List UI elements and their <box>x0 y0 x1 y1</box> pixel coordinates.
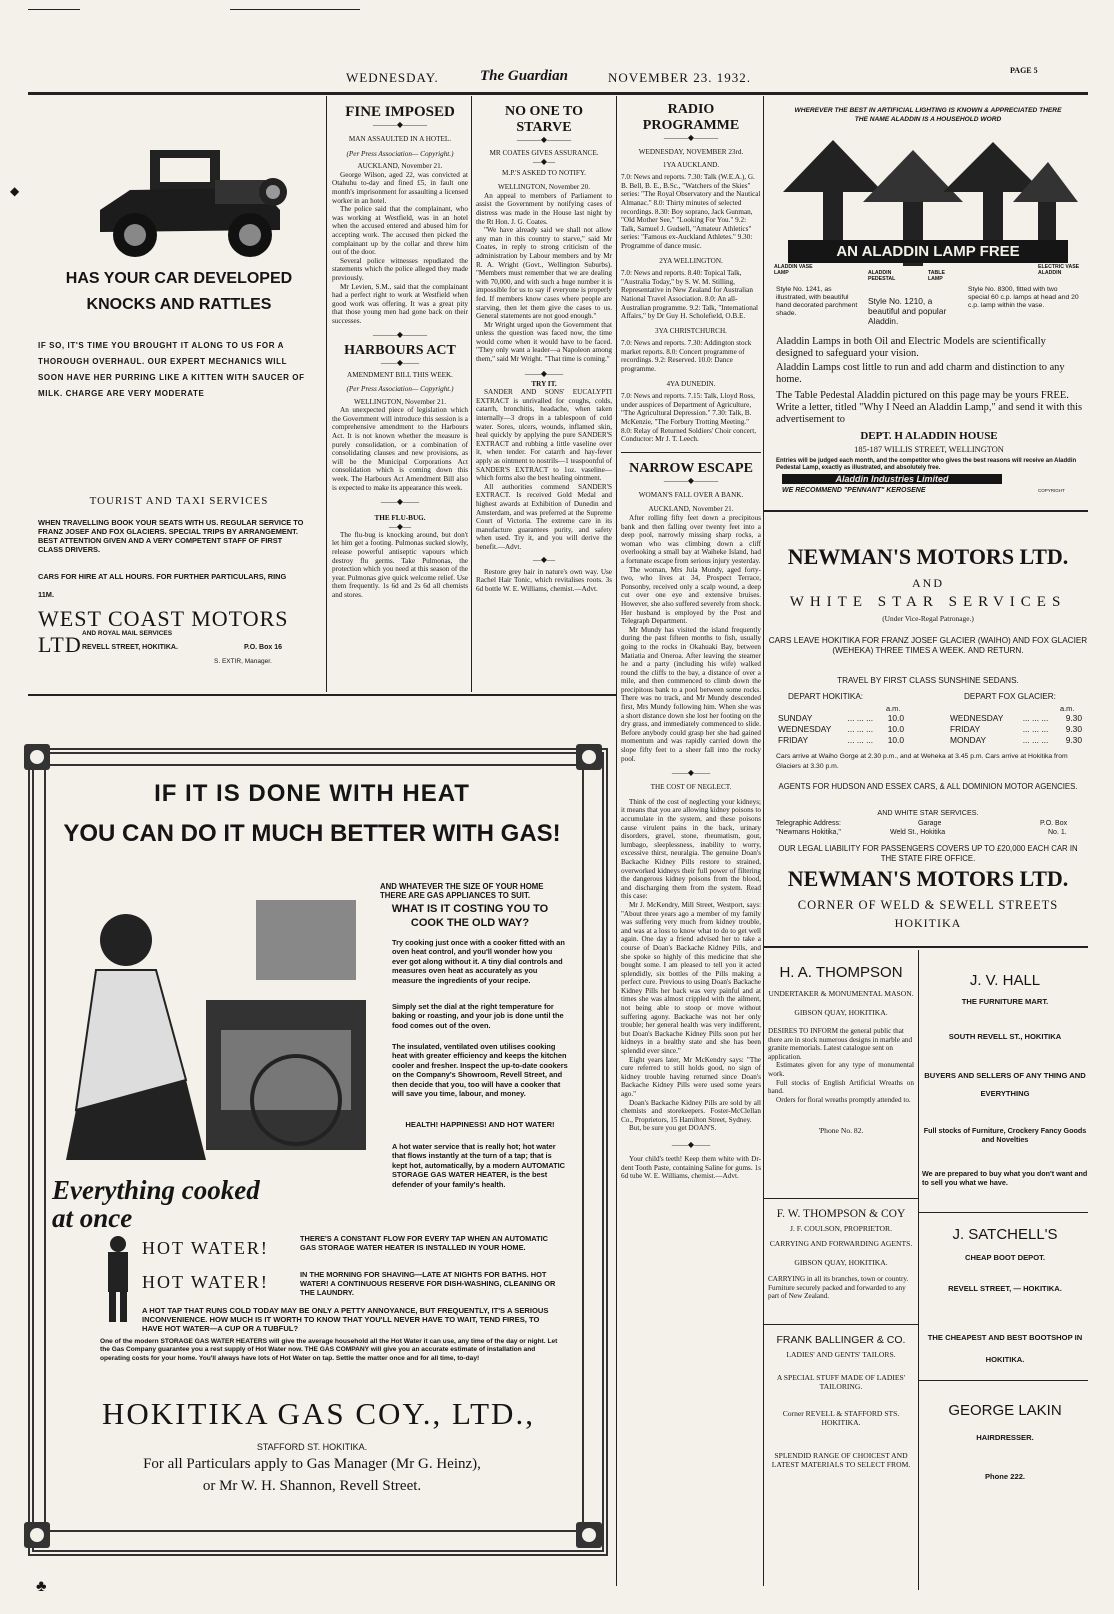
newman-am-right: a.m. <box>1060 704 1075 713</box>
flubug-p1: The flu-bug is knocking around, but don't let him get a footing. Pulmonas sucked slowly, release powerful antiseptic vapours which destroy flu germs. Take Pulmonas, the protection which you need at this season of the year. Pulmonas give quick welcome relief. Use them frequently. 1s 6d and 2s 6d all chemists and stores. <box>332 530 468 599</box>
schedule-row <box>948 713 1084 724</box>
top-center-rule <box>230 9 360 10</box>
ornament-corner-icon <box>576 744 602 770</box>
fine-title: FINE IMPOSED <box>345 104 455 120</box>
neglect-p2: Mr J. McKendry, Mill Street, Westport, says: "About three years ago a member of my family was suffering very much from kidney trouble, and was at a loss to know what to do to get well again. One day a friend advised her to take a course of Doan's Backache Kidney Pills, and she spoke so highly of this medicine that she bought some. I am pleased to tell you it acted splendidly, six bottles of the Pills making a perfect cure. Previous to using Doan's Backache Kidney Pills her back was very painful and at times she was almost crippled with the ailment, not being able to stoop or move without suffering agony. Backache was not her only trouble; her general health was very indifferent, but Doan's Backache Kidney Pills soon put her kidneys in a healthy state and she has been splendid ever since." <box>621 900 761 1056</box>
gas-script: Everything cooked at once <box>52 1175 260 1233</box>
aladdin-dept: DEPT. H ALADDIN HOUSE <box>860 430 998 442</box>
schedule-time: 9.30 <box>1065 735 1082 745</box>
schedule-row <box>948 735 1084 746</box>
hat-phone: 'Phone No. 82. <box>818 1126 864 1136</box>
separator: ——◆—— <box>524 368 564 378</box>
left-edge-mark: ◆ <box>10 184 20 198</box>
newman-tel: "Newmans Hokitika," <box>776 829 841 836</box>
ad-car-headline2: KNOCKS AND RATTLES <box>86 296 272 313</box>
newman-liability: OUR LEGAL LIABILITY FOR PASSENGERS COVERS UP TO £20,000 EACH CAR IN THE STATE FIRE OFFICE. <box>778 844 1078 863</box>
ad-car-manager: S. EXTIR, Manager. <box>214 658 272 665</box>
aladdin-style1: Style No. 1241, as illustrated, with beautiful hand decorated parchment shade. <box>776 286 858 317</box>
newman-patronage: (Under Vice-Regal Patronage.) <box>882 614 974 623</box>
jvh-title: J. V. HALL <box>969 972 1041 989</box>
col-rule <box>471 96 472 692</box>
separator: ———◆——— <box>372 120 428 129</box>
aladdin-lamp3-label: TABLE LAMP <box>928 270 945 282</box>
escape-p3: Mr Mundy has visited the island frequently during the past fifteen months to fish, usually going to the rocks in Okahuaki Bay, between Matiatia and Oneroa. After leaving the steamer he and a party (including his wife) walked round the cliffs to the bay, a distance of over a mile, and then commenced to climb down the precipitous bank to a pool between some rocks. There was no track, and Mr Mundy descended first, Mrs Mundy following him. When she was a short distance down she lost her footing on the dry grass, and immediately commenced to slide. Before anybody could grasp her she had gained momentum and was rapidly carried down the slope fifty feet to a sheer fall into the rocky pool. <box>621 625 761 763</box>
schedule-dots: ... ... ... <box>1022 724 1049 734</box>
gas-street: STAFFORD ST. HOKITIKA. <box>256 1442 368 1452</box>
schedule-time: 9.30 <box>1065 724 1082 734</box>
fb-l2: Corner REVELL & STAFFORD STS. HOKITIKA. <box>782 1409 900 1427</box>
newman-p2: TRAVEL BY FIRST CLASS SUNSHINE SEDANS. <box>837 676 1019 685</box>
harbours-dateline: WELLINGTON, November 21. <box>353 397 447 406</box>
newman-garage: Weld St., Hokitika <box>890 829 946 836</box>
gas-p4: A hot water service that is really hot; hot water that flows instantly at the turn of a tap; that is kept hot, automatically, by a modern AUTOMATIC STORAGE GAS WATER HEATER, is the best defender of your family's health. <box>392 1142 566 1189</box>
schedule-dots: ... ... ... <box>1022 713 1049 723</box>
divider <box>763 1324 918 1325</box>
hat-p2: Estimates given for any type of monumental work. <box>768 1061 914 1078</box>
gas-contact2: or Mr W. H. Shannon, Revell Street. <box>202 1478 422 1494</box>
hat-p1: DESIRES TO INFORM the general public that there are in stock numerous designs in marble and granite memorials. Latest catalogue sent on application. <box>768 1027 913 1061</box>
separator: —◆— <box>532 156 556 166</box>
hat-title: H. A. THOMPSON <box>779 964 903 981</box>
neglect-p4: Doan's Backache Kidney Pills are sold by all chemists and storekeepers. Foster-McClellan Co., Proprietors, 15 Hamilton Street, Sydney. <box>621 1098 761 1124</box>
ad-car-hire: CARS FOR HIRE AT ALL HOURS. FOR FURTHER PARTICULARS, RING 11M. <box>38 572 287 599</box>
ad-jv-hall <box>922 952 1088 1187</box>
newman-depart2: DEPART FOX GLACIER: <box>964 692 1056 701</box>
ad-hokitika-gas <box>50 770 574 1524</box>
schedule-time: 10.0 <box>887 713 904 723</box>
newman-depart1: DEPART HOKITIKA: <box>788 692 864 701</box>
gas-h2: YOU CAN DO IT MUCH BETTER WITH GAS! <box>63 820 561 847</box>
ornament-corner-icon <box>24 744 50 770</box>
gl-title: GEORGE LAKIN <box>948 1402 1062 1419</box>
newman-agents: AGENTS FOR HUDSON AND ESSEX CARS, & ALL DOMINION MOTOR AGENCIES. <box>778 782 1078 791</box>
jvh-l2: Full stocks of Furniture, Crockery Fancy Goods and Novelties <box>923 1126 1087 1144</box>
tryit-p1: SANDER AND SONS' EUCALYPTI EXTRACT is unrivalled for coughs, colds, catarrh, bronchitis, headache, when taken internally—3 drops in a tablespoon of cold water. Sores, ulcers, wounds, inflamed skin, heal quickly by applying the pure SANDER'S EXTRACT and rubbing a little vaseline over it, when tender. For catarrh and hay-fever apply as ointment to nostrils—1 teaspoonful of SANDER'S EXTRACT to 1oz. vaseline—which forms also the best healing ointment. <box>476 388 612 483</box>
fine-p4: Mr Levien, S.M., said that the complainant had a perfect right to work at Westfield when good work was offering. It was a great pity that those young men had gone back on their successes. <box>332 282 468 325</box>
woman-at-gas-cooker-illustration <box>56 880 366 1170</box>
starve-title: NO ONE TO STARVE <box>504 104 584 135</box>
radio-3ya: 3YA CHRISTCHURCH. <box>655 326 727 335</box>
ad-aladdin <box>768 100 1088 498</box>
ornament-corner-icon <box>24 1522 50 1548</box>
aladdin-banner: AN ALADDIN LAMP FREE <box>788 240 1068 263</box>
aladdin-fine: Entries will be judged each month, and the competitor who gives the best reasons will receive an Aladdin Pedestal Lamp, exactly as illustrated, and absolutely free. <box>776 458 1077 471</box>
starve-p2: "We have already said we shall not allow any man in this country to starve," said Mr Coates, in reply to strong criticism of the administration by Labour members and by Mr R. A. Wright (Govt., Wellington Suburbs). "Members must remember that we are dealing with 70,000, and with such a huge number it is impossible for us to say if everyone is properly fed. If members know cases where people are starving, then let them give the cases to us. General statements are not good enough." <box>476 226 612 321</box>
fwt-l2: GIBSON QUAY, HOKITIKA. <box>794 1258 888 1267</box>
section-rule <box>28 694 616 696</box>
escape-p2: The woman, Mrs Jula Mundy, aged forty-two, who lives at 34, Prospect Terrace, Ponsonby, received only a scalp wound, a deep cut over one eye and extensive bruises. However, she also suffered severely from shock. Her husband is employed by the Post and Telegraph Department. <box>621 565 761 626</box>
separator: ——◆—— <box>380 358 420 368</box>
masthead-date: NOVEMBER 23. 1932. <box>608 70 751 85</box>
fb-l3: SPLENDID RANGE OF CHOICEST AND LATEST MATERIALS TO SELECT FROM. <box>771 1451 911 1469</box>
starve-sub: MR COATES GIVES ASSURANCE. <box>489 149 599 157</box>
jvh-addr: SOUTH REVELL ST., HOKITIKA <box>948 1032 1062 1041</box>
schedule-time: 10.0 <box>887 724 904 734</box>
flubug-title: THE FLU-BUG. <box>374 514 426 523</box>
ad-car-company: WEST COAST MOTORS LTD <box>38 606 289 657</box>
schedule-row <box>776 735 906 746</box>
ad-car-sub: AND ROYAL MAIL SERVICES <box>82 630 173 637</box>
fine-p3: Several police witnesses repudiated the statements which the police alleged they made previously. <box>332 256 468 282</box>
schedule-row <box>948 724 1084 735</box>
aladdin-p2: Aladdin Lamps cost little to run and add charm and distinction to any home. <box>776 362 1065 385</box>
fine-dateline: AUCKLAND, November 21. <box>357 162 443 171</box>
escape-p1: After rolling fifty feet down a precipitous bank and then falling over twenty feet into a deep pool, narrowly missing sharp rocks, a woman who was climbing down a cliff overlooking a small bay at Waiheke Island, had a fortunate escape from serious injury yesterday. <box>621 514 761 565</box>
aladdin-lamp2-label: ALADDIN PEDESTAL <box>868 270 896 282</box>
aladdin-bottom-rule <box>763 510 1088 512</box>
masthead-day: WEDNESDAY. <box>346 70 439 85</box>
hair-tonic-p: Restore grey hair in nature's own way. Use Rachel Hair Tonic, which revitalises roots. 3s 6d bottle W. E. Williams, chemist.—Advt. <box>476 567 612 593</box>
gas-p3: The insulated, ventilated oven utilises cooking heat with greater efficiency and keeps the kitchen cooler and fresher. Inspect the up-to-date cookers on the Company's Showroom, Revell Street, and then decide that you, too will have a cooker that will save you time, labour, and money. <box>392 1042 568 1099</box>
tooth-paste-p: Your child's teeth! Keep them white with Dr-dent Tooth Paste, containing Saline for gums. 1s 6d tube W. E. Williams, chemist.—Advt. <box>621 1154 761 1181</box>
tryit-p2: All authorities commend SANDER'S EXTRACT. Is received Gold Medal and highest awards at Exhibition of Dunedin and Amsterdam, and was preferred at the Supreme Court of Victoria. The extreme care in its manufacture guarantees purity, and safety when used. Try it, and you will derive the benefit.—Advt. <box>476 482 612 551</box>
schedule-day: FRIDAY <box>950 724 981 734</box>
gas-health: HEALTH! HAPPINESS! AND HOT WATER! <box>405 1120 555 1129</box>
newman-po-label: P.O. Box <box>1040 820 1068 827</box>
gas-hw2: HOT WATER! <box>142 1272 269 1292</box>
jvh-l3: We are prepared to buy what you don't want and to sell you what we have. <box>922 1169 1088 1187</box>
schedule-day: MONDAY <box>950 735 987 745</box>
newman-garage-label: Garage <box>918 820 942 827</box>
aladdin-lamp1-label: ALADDIN VASE LAMP <box>774 264 813 276</box>
escape-sub: WOMAN'S FALL OVER A BANK. <box>638 490 744 499</box>
col-rule <box>326 96 327 692</box>
radio-2ya: 2YA WELLINGTON. <box>659 256 723 265</box>
harbours-sub: AMENDMENT BILL THIS WEEK. <box>347 371 453 380</box>
fb-title: FRANK BALLINGER & CO. <box>776 1334 906 1346</box>
aladdin-p3: The Table Pedestal Aladdin pictured on this page may be yours FREE. Write a letter, titled "Why I Need an Aladdin Lamp," and send it with this advertisement to <box>776 390 1083 425</box>
radio-3ya-body: 7.0: News and reports. 7.30: Addington stock market reports. 8.0: Concert programme of recordings. 9.2: Reserved. 10.0: Dance programme. <box>621 339 752 374</box>
aladdin-style2: Style No. 1210, a beautiful and popular Aladdin. <box>868 296 947 326</box>
gas-intro: AND WHATEVER THE SIZE OF YOUR HOME THERE ARE GAS APPLIANCES TO SUIT. <box>380 882 544 900</box>
hat-p4: Orders for floral wreaths promptly attended to. <box>776 1095 911 1104</box>
radio-title: RADIO PROGRAMME <box>642 102 740 133</box>
neglect-p1: Think of the cost of neglecting your kidneys; it means that you are allowing kidney poisons to accumulate in the system, and these poisons cause virulent pains in the back, urinary disorders, gravel, stone, rheumatism, gout, lumbago, sleeplessness, inability to worry, excessive thirst, neuralgia. The genuine Doan's Backache Kidney Pills restore to strained, overworked kidneys their full power of filtering the dangerous kidney poisons from the blood, and discharging them from the system. Read this case: <box>621 797 761 901</box>
fwt-sub: J. F. COULSON, PROPRIETOR. <box>790 1224 892 1233</box>
masthead-rule <box>28 92 1088 95</box>
hat-sub: UNDERTAKER & MONUMENTAL MASON. <box>768 989 914 998</box>
fwt-l1: CARRYING AND FORWARDING AGENTS. <box>769 1239 913 1248</box>
separator: ———◆——— <box>372 330 428 340</box>
newman-corner: CORNER OF WELD & SEWELL STREETS <box>797 898 1059 912</box>
js-sub: CHEAP BOOT DEPOT. <box>964 1253 1046 1262</box>
newman-am-left: a.m. <box>886 704 901 713</box>
jvh-l1: BUYERS AND SELLERS OF ANY THING AND EVERYTHING <box>924 1071 1086 1098</box>
top-left-rule <box>28 9 80 10</box>
neglect-p5: But, be sure you get DOAN'S. <box>629 1124 717 1133</box>
ad-car-tourist-title: TOURIST AND TAXI SERVICES <box>89 495 269 507</box>
bottom-left-mark: ♣ <box>36 1578 47 1595</box>
schedule-time: 10.0 <box>887 735 904 745</box>
ad-car-box: P.O. Box 16 <box>244 644 283 651</box>
separator: ——◆—— <box>380 497 420 507</box>
column-no-one-to-starve <box>476 100 612 690</box>
newman-schedule-left <box>776 713 906 746</box>
gas-p5: A HOT TAP THAT RUNS COLD TODAY MAY BE ONLY A PETTY ANNOYANCE, BUT FREQUENTLY, IT'S A SERIOUS INCONVENIENCE. HOW MUCH IS IT WORTH TO KNOW THAT YOU'LL NEVER HAVE TO WAIT, TEND FIRES, TO HAVE HOT WATER—A CUP OR A TUBFUL? <box>142 1306 549 1333</box>
schedule-day: FRIDAY <box>778 735 809 745</box>
fine-credit: (Per Press Association— Copyright.) <box>346 149 454 158</box>
harbours-credit: (Per Press Association— Copyright.) <box>346 385 454 394</box>
js-addr: REVELL STREET, — HOKITIKA. <box>948 1284 1062 1293</box>
escape-dateline: AUCKLAND, November 21. <box>648 505 734 514</box>
separator: ———◆——— <box>516 135 572 144</box>
separator: —◆— <box>388 521 412 531</box>
schedule-dots: ... ... ... <box>1022 735 1049 745</box>
gas-question: WHAT IS IT COSTING YOU TO COOK THE OLD WAY? <box>391 903 549 929</box>
schedule-day: WEDNESDAY <box>950 713 1004 723</box>
hat-p3: Full stocks of English Artificial Wreaths on hand. <box>768 1078 914 1096</box>
newman-po: No. 1. <box>1048 829 1067 836</box>
schedule-time: 9.30 <box>1065 713 1082 723</box>
fb-sub: LADIES' AND GENTS' TAILORS. <box>786 1350 896 1359</box>
gas-p1: Try cooking just once with a cooker fitted with an oven heat control, and you'll wonder how you ever got along without it. A tiny dial controls and measures oven heat as accurately as you measure the ingredients of your recipe. <box>392 938 565 985</box>
ad-fw-thompson <box>768 1202 914 1322</box>
newman-and: AND <box>912 576 944 590</box>
masthead-page: PAGE 5 <box>1010 66 1038 75</box>
fwt-p1: CARRYING in all its branches, town or country. Furniture securely packed and forwarded to any part of New Zealand. <box>768 1275 909 1301</box>
ad-car-headline1: HAS YOUR CAR DEVELOPED <box>65 270 293 287</box>
fb-l1: A SPECIAL STUFF MADE OF LADIES' TAILORING. <box>776 1373 906 1391</box>
gl-sub: HAIRDRESSER. <box>976 1433 1034 1442</box>
separator: ——◆—— <box>671 1139 711 1149</box>
fine-sub: MAN ASSAULTED IN A HOTEL. <box>348 135 452 143</box>
divider <box>918 1380 1088 1381</box>
vintage-car-illustration <box>90 140 290 265</box>
newman-title: NEWMAN'S MOTORS LTD. <box>787 544 1069 569</box>
neglect-title: THE COST OF NEGLECT. <box>650 783 732 792</box>
ad-west-coast-motors <box>38 110 320 675</box>
fine-p1: George Wilson, aged 22, was convicted at Otahuhu to-day and fined £5, in fault one month's imprisonment for assaulting a licensed worker in an hotel. <box>332 170 468 205</box>
starve-p1: An appeal to members of Parliament to assist the Government by notifying cases of distress was made in the House last night by the Rt Hon. J. G. Coates. <box>476 191 612 226</box>
radio-2ya-body: 7.0: News and reports. 8.40: Topical Talk, "Australia Today," by S. W. M. Stilling, Representative in New Zealand for Australian National Travel Association. 8.0: An all-Australian programme. 9.2: Talk, "International Affairs," by Dr Guy H. Scholefield, O.B.E. <box>621 269 759 321</box>
aladdin-copyright: COPYRIGHT <box>1038 488 1065 493</box>
butler-figure-illustration <box>98 1234 138 1324</box>
gas-company: HOKITIKA GAS COY., LTD., <box>102 1396 535 1431</box>
harbours-p1: An unexpected piece of legislation which the Government will introduce this session is a comprehensive amendment to the Harbours Act. It is not known whether the measure is purely consolidation, or a combination of consolidating clauses and new provisions, as will be the Municipal Corporations Act consolidation which is coming down this week. The Harbours Act Amendment Bill also is expected to make its appearance this week. <box>332 406 468 492</box>
gas-h1: IF IT IS DONE WITH HEAT <box>154 780 470 807</box>
js-title: J. SATCHELL'S <box>952 1226 1058 1243</box>
separator: ——◆—— <box>671 768 711 778</box>
aladdin-p1: Aladdin Lamps in both Oil and Electric Models are scientifically designed to safeguard your vision. <box>776 336 1046 359</box>
fine-p2: The police said that the complainant, who was working at Westfield, was in an hotel when the accused entered and abused him for accepting work. The accused then picked the complainant up by the collar and threw him out of the door. <box>332 205 468 257</box>
divider <box>918 1212 1088 1213</box>
js-l1: THE CHEAPEST AND BEST BOOTSHOP IN HOKITIKA. <box>927 1333 1083 1364</box>
gas-p6: One of the modern STORAGE GAS WATER HEATERS will give the average household all the Hot Water it can use, any time of the day or night. Let the Gas Company guarantee you a rest supply of Hot Water now. THE GAS COMPANY will give you an accurate estimate of installation and operating costs for your home. You'll always have lots of Hot Water on tap. Settle the matter once and for all time, to-day! <box>100 1338 558 1362</box>
ad-george-lakin <box>922 1384 1088 1504</box>
schedule-table-left <box>776 713 906 746</box>
gas-hw1: HOT WATER! <box>142 1238 269 1258</box>
schedule-day: WEDNESDAY <box>778 724 832 734</box>
ad-car-address: REVELL STREET, HOKITIKA. <box>82 644 178 651</box>
radio-1ya: 1YA AUCKLAND. <box>662 160 720 169</box>
schedule-row <box>776 724 906 735</box>
column-fine-imposed <box>332 100 468 690</box>
gas-hw2-text: IN THE MORNING FOR SHAVING—LATE AT NIGHTS FOR BATHS. HOT WATER! A CONTINUOUS RESERVE FOR DISH-WASHING, CLEANING OR THE LAUNDRY. <box>300 1270 556 1297</box>
gl-phone: Phone 222. <box>984 1472 1026 1481</box>
aladdin-footer2: WE RECOMMEND "PENNANT" KEROSENE <box>782 487 926 494</box>
starve-p3: Mr Wright urged upon the Government that unless the question was faced now, the time would come when it would have to be faced. "They only want a leader—a Napoleon among them," said Mr Wright. "That time is coming." <box>476 320 612 364</box>
schedule-table-right <box>948 713 1084 746</box>
schedule-row <box>776 713 906 724</box>
ornament-corner-icon <box>576 1522 602 1548</box>
fwt-title: F. W. THOMPSON & COY <box>776 1208 906 1220</box>
gas-hw1-text: THERE'S A CONSTANT FLOW FOR EVERY TAP WHEN AN AUTOMATIC GAS STORAGE WATER HEATER IS INSTALLED IN YOUR HOME. <box>300 1234 548 1252</box>
gas-p2: Simply set the dial at the right temperature for baking or roasting, and your job is done until the food comes out of the oven. <box>392 1002 564 1030</box>
masthead-paper: The Guardian <box>480 68 568 84</box>
col-rule <box>763 96 764 1586</box>
column-radio-programme <box>621 96 761 1588</box>
starve-dateline: WELLINGTON, November 20. <box>497 183 591 192</box>
hat-addr: GIBSON QUAY, HOKITIKA. <box>794 1008 888 1017</box>
radio-4ya-body: 7.0: News and reports. 7.15: Talk, Lloyd Ross, under auspices of Department of Agriculture, "The Agricultural Depression." 7.30: Talk, B. McKenzie, "The Forbury Trotting Meeting." 8.0: Relay of Returned Soldiers' Choir concert, Conductor: Mr J. T. Leech. <box>621 392 757 444</box>
newman-tel-label: Telegraphic Address: <box>776 820 841 827</box>
masthead <box>0 62 1114 96</box>
newman-bottom-rule <box>763 946 1088 948</box>
ad-ha-thompson <box>768 952 914 1172</box>
newman-and-ws: AND WHITE STAR SERVICES. <box>877 808 979 817</box>
ad-car-body: IF SO, IT'S TIME YOU BROUGHT IT ALONG TO US FOR A THOROUGH OVERHAUL. OUR EXPERT MECHANICS WILL SOON HAVE HER PURRING LIKE A KITTEN WITH SAUCER OF MILK. CHARGE ARE VERY MODERATE <box>38 341 305 398</box>
neglect-p3: Eight years later, Mr McKendry says: "The cure referred to still holds good, no sign of kidney trouble having returned since Doan's Backache Kidney Pills were used some years ago." <box>621 1055 761 1098</box>
newman-schedule-right <box>948 713 1084 746</box>
gas-contact1: For all Particulars apply to Gas Manager (Mr G. Heinz), <box>143 1456 481 1472</box>
ad-frank-ballinger <box>768 1328 914 1518</box>
aladdin-arc-text: WHEREVER THE BEST IN ARTIFICIAL LIGHTING IS KNOWN & APPRECIATED THERE THE NAME ALADDIN IS A HOUSEHOLD WORD <box>794 107 1062 123</box>
aladdin-lamp4-label: ELECTRIC VASE ALADDIN <box>1038 264 1080 276</box>
newman-arrive: Cars arrive at Waiho Gorge at 2.30 p.m., and at Weheka at 3.45 p.m. Cars arrive at Hokitika from Glaciers at 3.30 p.m. <box>776 753 1068 770</box>
col-rule <box>918 950 919 1590</box>
radio-1ya-body: 7.0: News and reports. 7.30: Talk (W.E.A.), G. B. Bell, B. E., B.Sc., "Watchers of the Skies" series: "The Royal Observatory and the Nautical Almanac." 8.0: Thirty minutes of selected recordings. 8.30: Boy soprano, Jack Gunman, "Old Mother See," "Looking For You." 9.2: Talk, Samuel J. Gudsell, "Amateur Athletics" series: "Famous ex-Auckland Athletes." 9.30: Programme of dance music. <box>621 173 761 250</box>
radio-4ya: 4YA DUNEDIN. <box>666 379 716 388</box>
tryit-title: TRY IT. <box>531 379 557 388</box>
ad-newmans-motors <box>768 514 1088 934</box>
aladdin-style3: Style No. 8300, fitted with two special 60 c.p. lamps at head and 20 c.p. lamp within the vase. <box>968 286 1079 309</box>
newman-title2: NEWMAN'S MOTORS LTD. <box>787 866 1069 891</box>
schedule-dots: ... ... ... <box>847 735 874 745</box>
divider <box>621 452 761 453</box>
radio-dateline: WEDNESDAY, NOVEMBER 23rd. <box>638 148 744 156</box>
separator: ———◆——— <box>663 133 719 142</box>
separator: ———◆——— <box>663 475 719 485</box>
starve-sub2: M.P.'S ASKED TO NOTIFY. <box>502 168 586 177</box>
aladdin-footer: Aladdin Industries Limited <box>782 474 1002 484</box>
harbours-title: HARBOURS ACT <box>344 343 456 359</box>
escape-title: NARROW ESCAPE <box>629 460 753 476</box>
separator: —◆— <box>532 554 556 564</box>
col-rule <box>616 96 617 1586</box>
aladdin-address: 185-187 WILLIS STREET, WELLINGTON <box>854 445 1004 454</box>
jvh-sub: THE FURNITURE MART. <box>961 997 1049 1006</box>
schedule-day: SUNDAY <box>778 713 813 723</box>
newman-p1: CARS LEAVE HOKITIKA FOR FRANZ JOSEF GLACIER (WAIHO) AND FOX GLACIER (WEHEKA) THREE TIMES A WEEK. AND RETURN. <box>768 636 1088 655</box>
schedule-dots: ... ... ... <box>847 724 874 734</box>
newman-white-star: WHITE STAR SERVICES <box>789 594 1067 610</box>
schedule-dots: ... ... ... <box>847 713 874 723</box>
divider <box>763 1198 918 1199</box>
newman-town: HOKITIKA <box>894 916 962 930</box>
ad-car-tourist-body: WHEN TRAVELLING BOOK YOUR SEATS WITH US. REGULAR SERVICE TO FRANZ JOSEF AND FOX GLACIERS. SPECIAL TRIPS BY ARRANGEMENT. BEST ATTENTION GIVEN AND A VERY COMPETENT STAFF OF FIRST CLASS DRIVERS. <box>38 518 304 554</box>
